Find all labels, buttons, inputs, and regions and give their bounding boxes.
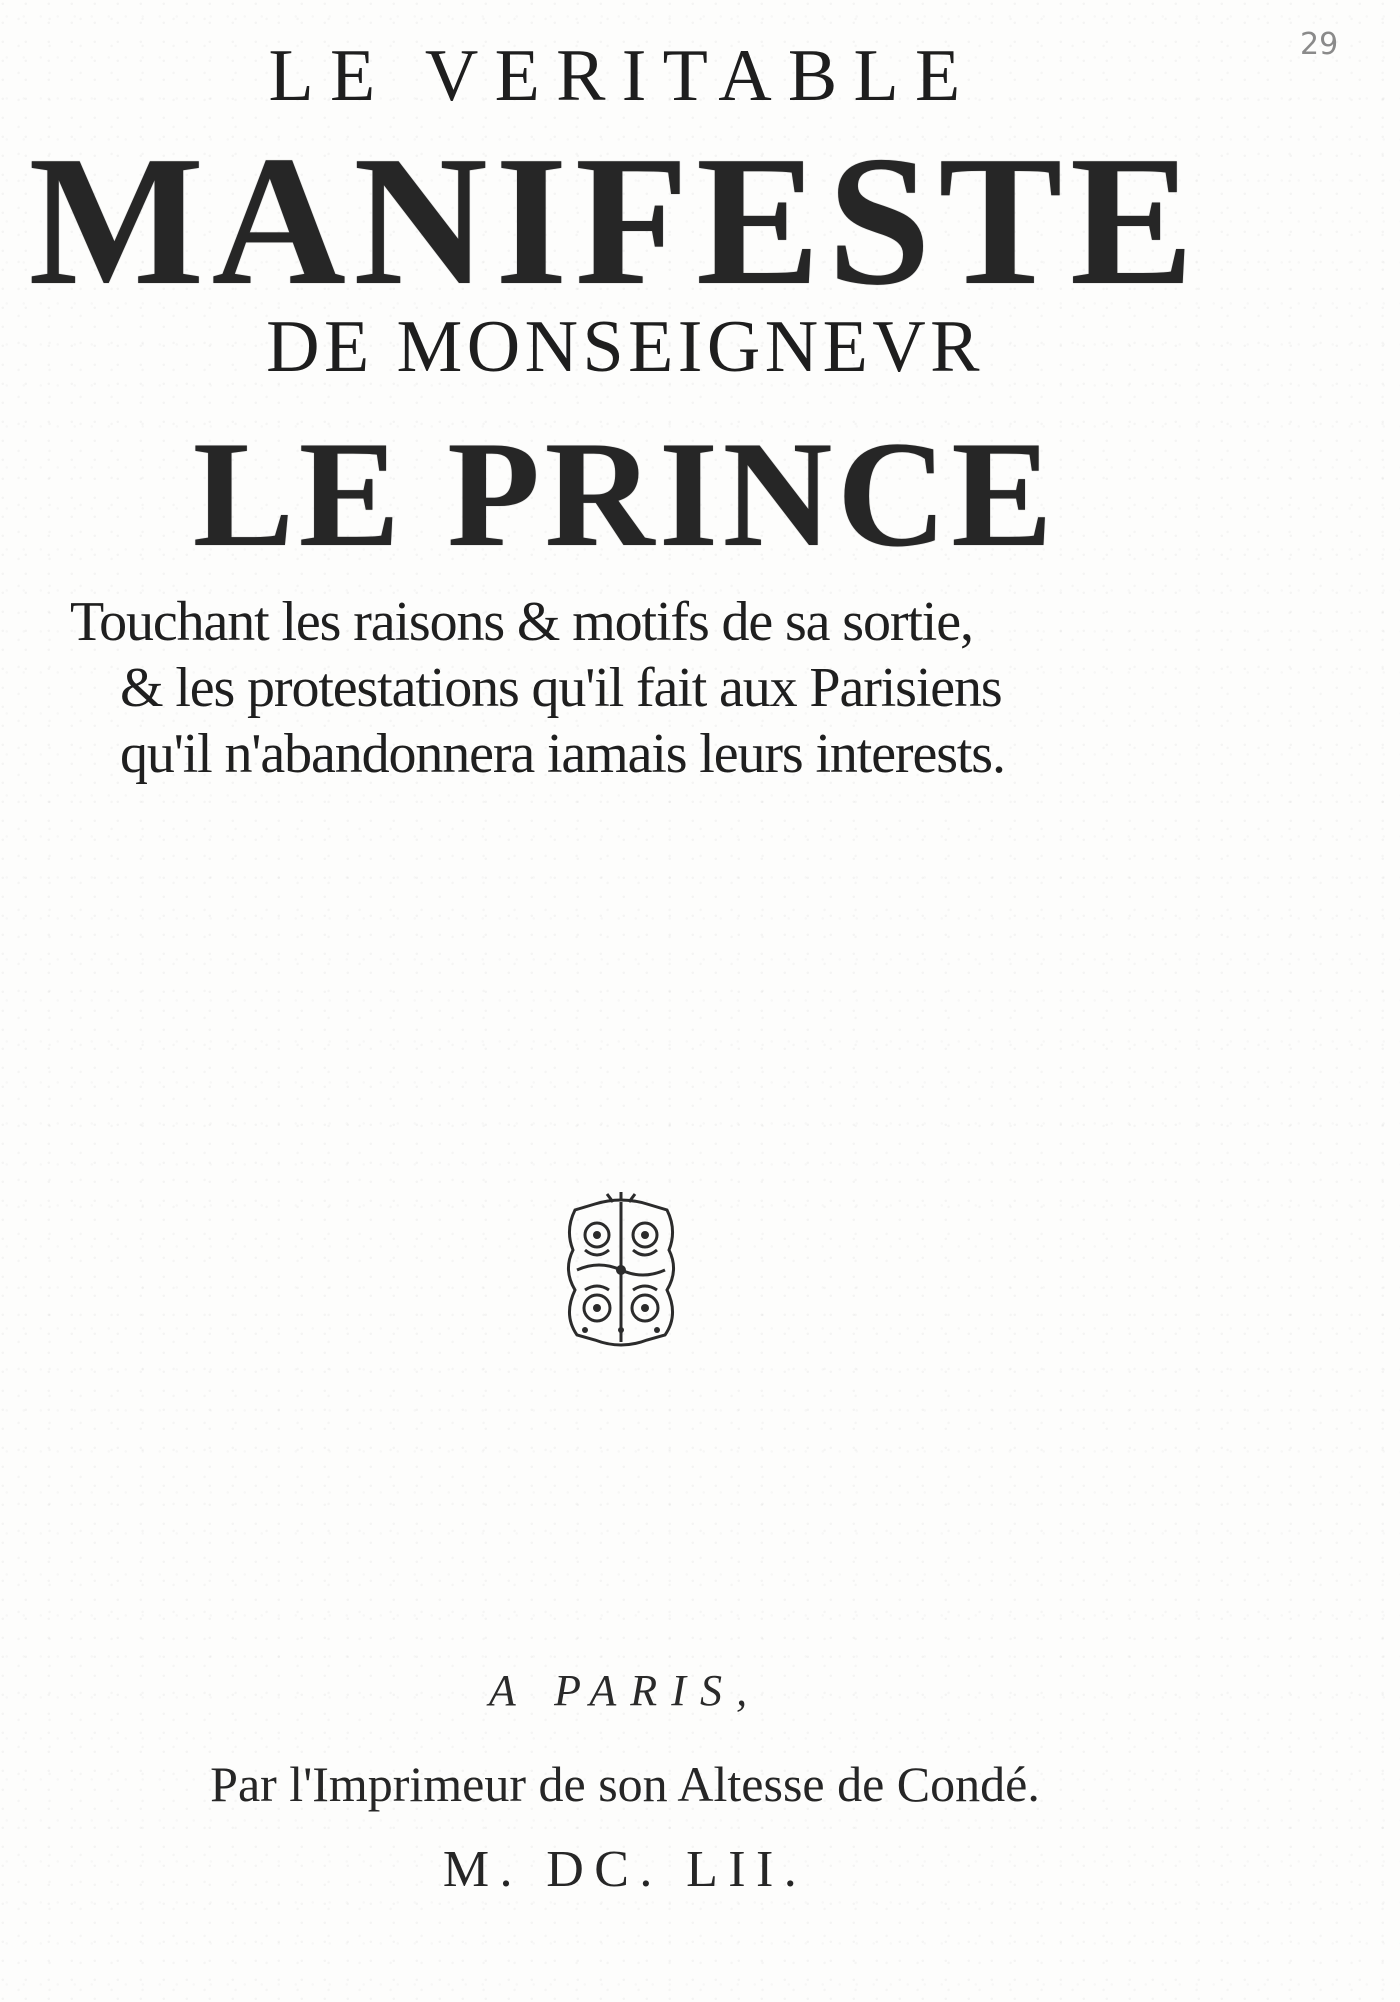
corner-annotation: 29: [1300, 27, 1339, 62]
subtitle-line-2: & les protestations qu'il fait aux Parisiens: [120, 657, 1002, 719]
title-line-prince: LE PRINCE: [192, 410, 1058, 578]
title-line-veritable: LE VERITABLE: [268, 35, 977, 117]
printer-ornament-icon: [555, 1190, 687, 1352]
imprint-printer: Par l'Imprimeur de son Altesse de Condé.: [210, 1756, 1040, 1812]
subtitle-line-3: qu'il n'abandonnera iamais leurs interests.: [120, 723, 1005, 785]
title-line-monseigneur: DE MONSEIGNEVR: [266, 306, 984, 388]
imprint-date: M. DC. LII.: [442, 1841, 808, 1898]
subtitle-line-1: Touchant les raisons & motifs de sa sortie,: [70, 591, 973, 653]
imprint-place: A PARIS,: [488, 1666, 762, 1715]
title-line-manifeste: MANIFESTE: [28, 118, 1202, 324]
